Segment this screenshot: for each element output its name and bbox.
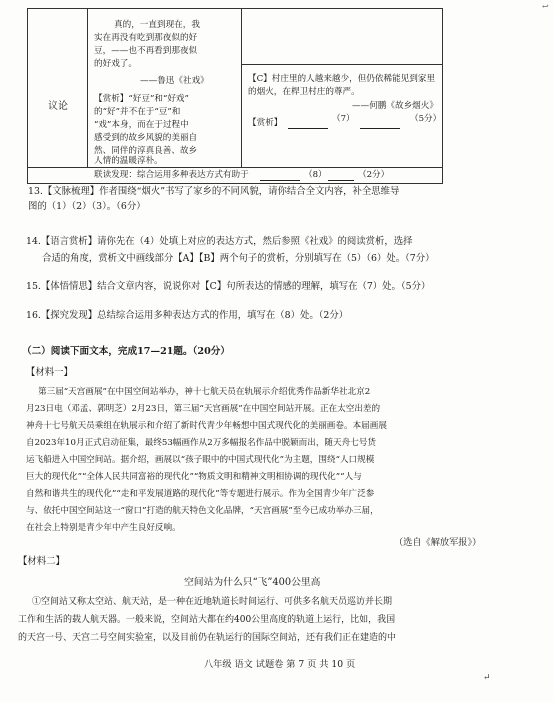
example-line: 【赏析】“好豆”和“好戏” [94,94,189,104]
example-line: 然、同伴的淳真良善、故乡 [94,146,198,156]
material2-line: ①空间站又称太空站、航天站，是一种在近地轨道长时间运行、可供多名航天员巡访并长期 [32,597,393,607]
shangxi-label: 【赏析】 [248,118,283,128]
answer-blank-8a[interactable] [260,171,300,181]
blank-number: （7） [332,114,355,124]
quote-line: 的烟火，在桿卫村庄的尊严。 [248,87,360,97]
quote-cell [242,9,442,167]
material1-label: 【材料一】 [26,367,73,378]
example-line: 实在再没有吃到那夜似的好 [94,33,198,43]
score: （2分） [358,170,390,180]
quote-source: ——何鹏《故乡烟火》 [352,101,438,111]
row-label: 议论 [48,101,68,112]
question-14-line2: 合适的角度，赏析文中画线部分【A】【B】两个句子的赏析，分别填写在（5）（6）处。（7分） [42,253,435,264]
example-line: 的好戏了。 [94,59,137,69]
section-heading: （二）阅读下面文本，完成17—21题。（20分） [22,346,230,357]
material2-title: 空间站为什么只“飞”400公里高 [184,577,321,588]
example-cell [88,9,242,167]
material1-line: 自2023年10月正式启动征集，最终53幅画作从2万多幅报名作品中脱颖而出，随天舟七号货 [26,438,376,448]
question-16: 16.【探究发现】总结综合运用多种表达方式的作用，填写在（8）处。（2分） [26,310,349,321]
material2-label: 【材料二】 [18,556,65,567]
blank-number: （8） [304,170,327,180]
material2-line: 的天宫一号、天宫二号空间实验室，以及目前仍在轨运行的国际空间站，还有我们正在建造的中 [18,633,397,643]
question-15: 15.【体悟情思】结合文章内容，说说你对【C】句所表达的情感的理解，填写在（7）处。（5分） [26,281,431,292]
corner-mark: ↩ [542,2,549,11]
paragraph-mark: ↵ [483,673,491,683]
answer-blank-8b[interactable] [328,171,354,181]
material1-line: 巨大的现代化”“全体人民共同富裕的现代化”“物质文明和精神文明相协调的现代化”“人与 [26,472,362,482]
material1-line: 在社会上特别是青少年中产生良好反响。 [26,523,181,533]
question-13-line2: 图的（1）（2）（3）。（6分） [28,201,146,212]
material1-line: 第三届“天宫画展”在中国空间站举办，神十七航天员在轨展示介绍优秀作品新华社北京2 [38,387,371,397]
answer-blank-7b[interactable] [360,119,400,129]
example-source: ——鲁迅《社戏》 [140,76,209,86]
page-footer: 八年级 语文 试题卷 第 7 页 共 10 页 [204,659,356,670]
table-label-cell [28,9,88,167]
material1-source: （选自《解放军报》） [394,537,482,548]
example-line: “戏”本身，而在于过程中 [94,120,189,130]
material1-line: 运飞船进入中国空间站。据介绍，画展以“孩子眼中的中国式现代化”为主题，围绕“人口规模 [26,455,375,465]
material1-line: 神舟十七号航天员乘组在轨展示和介绍了新时代青少年畅想中国式现代化的美丽画卷。本届画展 [26,421,387,431]
table-divider [28,167,442,168]
answer-blank-7a[interactable] [288,119,328,129]
material1-line: 与、依托中国空间站这一“窗口”打造的航天特色文化品牌，“天宫画展”至今已成功举办三届， [26,506,379,516]
example-line: 的“好”并不在于“豆”和 [94,107,181,117]
example-line: 感受到的故乡风貌的美丽自 [94,133,198,143]
quote-line: 【C】村庄里的人越来越少，但仍依稀能见到家里 [248,74,436,84]
material2-line: 工作和生活的载人航天器。一般来说，空间站大都在约400公里高度的轨道上运行，比如，我国 [18,615,396,625]
example-line: 真的，一直到现在，我 [114,20,200,30]
material1-line: 自然和谐共生的现代化”“走和平发展道路的现代化”等专题进行展示。作为全国青少年广泛参 [26,489,375,499]
example-line: 豆，——也不再看到那夜似 [94,46,198,56]
score: （5分） [410,114,442,124]
question-14-line1: 14.【语言赏析】请你先在（4）处填上对应的表达方式，然后参照《社戏》的阅读赏析，选择 [26,236,413,247]
reading-table [27,8,443,184]
bottom-row-text: 联读发现：综合运用多种表达方式有助于 [94,170,249,180]
material1-line: 月23日电（邓孟、郭明芝）2月23日，第三届“天宫画展”在中国空间站开展。正在太空出差的 [26,404,381,414]
example-line: 人情的温暖淳朴。 [94,156,163,166]
question-13-line1: 13.【文脉梳理】作者围绕“烟火”书写了家乡的不同风貌，请你结合全文内容，补全思维导 [28,186,400,197]
